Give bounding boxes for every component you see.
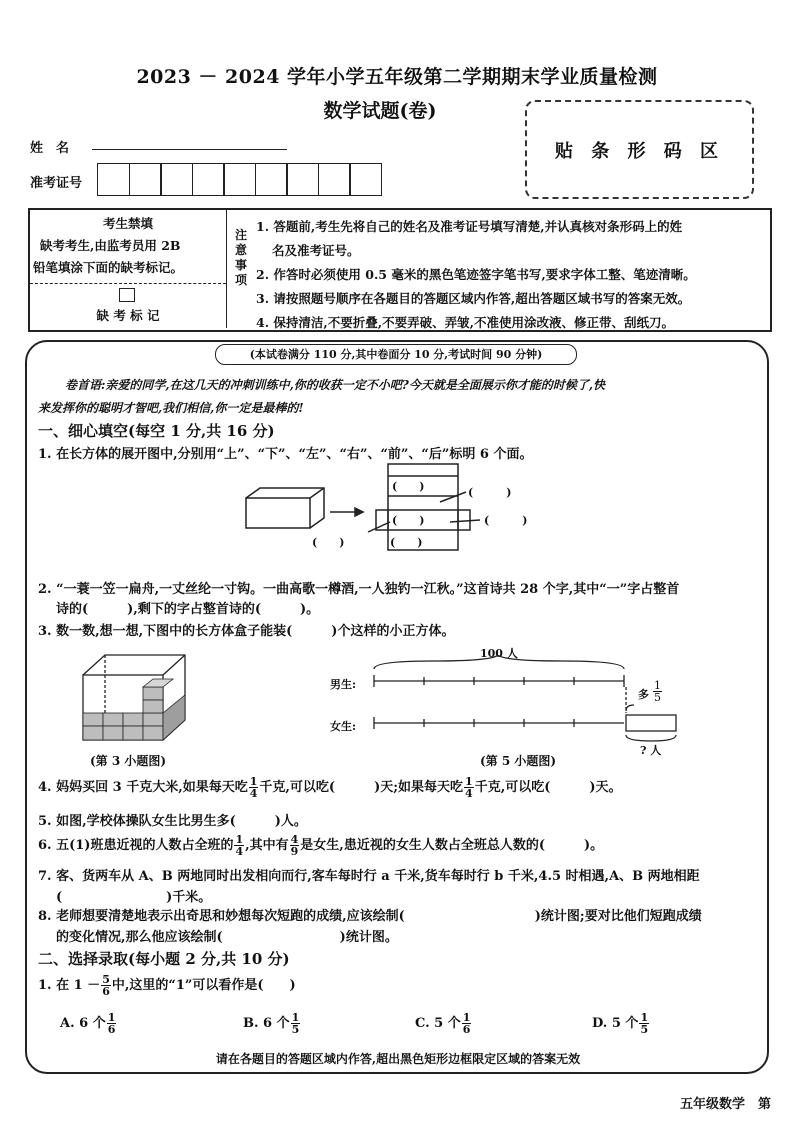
question-3: 3. 数一数,想一想,下图中的长方体盒子能装( )个这样的小正方体。 (38, 624, 455, 639)
boys-label: 男生: (330, 678, 357, 691)
cuboid-front (246, 498, 310, 528)
section-1-heading: 一、细心填空(每空 1 分,共 16 分) (38, 422, 275, 440)
exam-title: 2023 － 2024 学年小学五年级第二学期期末学业质量检测 (136, 66, 658, 88)
question-2-line-2: 诗的( ),剩下的字占整首诗的( )。 (56, 602, 320, 617)
name-label: 姓 名 (30, 141, 70, 156)
segment-diagram (362, 655, 692, 745)
question-8-line-2: 的变化情况,那么他应该绘制( )统计图。 (56, 930, 398, 945)
notice-rules (256, 215, 766, 335)
name-line (92, 148, 287, 150)
absent-title: 考生禁填 (102, 216, 153, 231)
figure-5-caption: (第 5 小题图) (480, 754, 557, 768)
rule-3: 3. 请按照题号顺序在各题目的答题区域内作答,超出答题区域书写的答案无效。 (256, 291, 691, 306)
choice-question-1: 1. 在 1 － $\frac{5}{6}$ 中,这里的“1”可以看作是( ) (38, 973, 296, 998)
more-fraction: $\frac{1}{5}$ (654, 679, 661, 704)
section-2-heading: 二、选择录取(每小题 2 分,共 10 分) (38, 950, 290, 968)
absent-mark-label: 缺 考 标 记 (96, 308, 160, 323)
question-1: 1. 在长方体的展开图中,分别用“上”、“下”、“左”、“右”、“前”、“后”标明 6 个面。 (38, 447, 533, 462)
barcode-area: 贴 条 形 码 区 (525, 100, 754, 199)
girls-label: 女生: (330, 720, 357, 733)
option-a[interactable]: A. 6 个 $\frac{1}{6}$ (60, 1011, 116, 1036)
more-label: 多 (638, 688, 649, 701)
svg-text:( ): ( ) (484, 514, 528, 527)
svg-text:( ): ( ) (392, 480, 425, 493)
exam-subtitle: 数学试题(卷) (323, 100, 437, 122)
question-4: 4. 妈妈买回 3 千克大米,如果每天吃 $\frac{1}{4}$ 千克,可以吃( )天;如果每天吃 $\frac{1}{4}$ 千克,可以吃( )天。 (38, 775, 622, 800)
id-label: 准考证号 (30, 176, 83, 191)
id-boxes (97, 163, 381, 196)
option-d[interactable]: D. 5 个 $\frac{1}{5}$ (592, 1011, 649, 1036)
cuboid-edges (246, 488, 324, 528)
question-5: 5. 如图,学校体操队女生比男生多( )人。 (38, 814, 307, 829)
option-b[interactable]: B. 6 个 $\frac{1}{5}$ (243, 1011, 300, 1036)
svg-text:( ): ( ) (312, 536, 345, 549)
rule-1-cont: 名及准考证号。 (272, 243, 360, 258)
figure-3-caption: (第 3 小题图) (90, 754, 167, 768)
question-8-line-1: 8. 老师想要清楚地表示出奇思和妙想每次短跑的成绩,应该绘制( )统计图;要对比他们短跑成绩 (38, 909, 702, 924)
exam-info: (本试卷满分 110 分,其中卷面分 10 分,考试时间 90 分钟) (215, 344, 577, 365)
option-c[interactable]: C. 5 个 $\frac{1}{6}$ (415, 1011, 471, 1036)
absent-divider (30, 283, 226, 284)
question-6: 6. 五(1)班患近视的人数占全班的 $\frac{1}{4}$ ,其中有 $\frac{4}{9}$ 是女生,患近视的女生人数占全班总人数的( )。 (38, 833, 604, 858)
notice-label: 注 意 事 项 (234, 228, 247, 287)
absent-mark-box[interactable] (119, 288, 135, 302)
cuboid-net-figure (240, 462, 560, 557)
preface-line-2: 来发挥你的聪明才智吧,我们相信,你一定是最棒的! (38, 401, 304, 415)
svg-text:( ): ( ) (390, 536, 423, 549)
absent-text-1: 缺考考生,由监考员用 2B (40, 238, 181, 253)
page-footer-subject: 五年级数学 第 (680, 1097, 772, 1112)
svg-text:( ): ( ) (468, 486, 512, 499)
rule-4: 4. 保持清洁,不要折叠,不要弄破、弄皱,不准使用涂改液、修正带、刮纸刀。 (256, 315, 674, 330)
cube-box-figure (75, 645, 195, 745)
question-7-line-2: ( )千米。 (56, 890, 212, 905)
preface-line-1: 卷首语:亲爱的同学,在这几天的冲刺训练中,你的收获一定不小吧?今天就是全面展示你才能的时候了,快 (65, 378, 605, 392)
footer-warning: 请在各题目的答题区域内作答,超出黑色矩形边框限定区域的答案无效 (215, 1052, 581, 1066)
rule-1: 1. 答题前,考生先将自己的姓名及准考证号填写清楚,并认真核对条形码上的姓 (256, 219, 683, 234)
total-label: 100 人 (480, 647, 518, 660)
arrow-head (355, 508, 363, 516)
question-7-line-1: 7. 客、货两车从 A、B 两地同时出发相向而行,客车每时行 a 千米,货车每时行 b 千米,4.5 时相遇,A、B 两地相距 (38, 869, 700, 884)
unknown-label: ? 人 (640, 744, 662, 757)
absent-text-2: 铅笔填涂下面的缺考标记。 (33, 260, 184, 275)
rule-2: 2. 作答时必须使用 0.5 毫米的黑色笔迹签字笔书写,要求字体工整、笔迹清晰。 (256, 267, 696, 282)
svg-text:( ): ( ) (392, 514, 425, 527)
question-2-line-1: 2. “一蓑一笠一扁舟,一丈丝纶一寸钩。一曲高歌一樽酒,一人独钓一江秋。”这首诗共 28 个字,其中“一”字占整首 (38, 582, 680, 597)
